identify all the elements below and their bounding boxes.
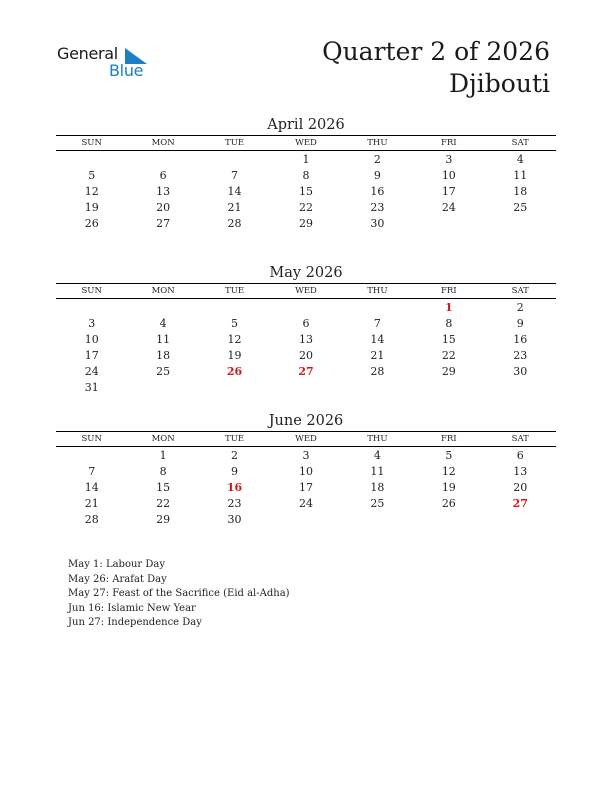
day-cell: 22 (156, 497, 171, 510)
weekday-header-wed: WED (295, 138, 317, 148)
day-cell: 13 (298, 333, 313, 346)
day-cell: 7 (231, 169, 239, 182)
empty-day-cell (270, 512, 341, 528)
holiday-item: May 26: Arafat Day (68, 573, 167, 585)
holiday-item: Jun 16: Islamic New Year (68, 602, 196, 614)
month-calendar-may (56, 263, 556, 396)
page-title (322, 36, 550, 100)
empty-day-cell (127, 152, 198, 168)
logo-blue-text: Blue (109, 61, 144, 80)
week-row (56, 496, 556, 512)
day-cell: 1 (159, 449, 167, 462)
day-cell: 21 (227, 201, 242, 214)
day-cell: 7 (88, 465, 96, 478)
weekday-header-sat: SAT (511, 138, 529, 148)
week-row (56, 152, 556, 168)
day-cell: 26 (84, 217, 99, 230)
day-cell: 25 (513, 201, 528, 214)
day-cell: 3 (88, 317, 96, 330)
day-cell: 2 (231, 449, 239, 462)
day-cell: 19 (227, 349, 242, 362)
weekday-header-tue: TUE (225, 138, 245, 148)
day-cell: 2 (373, 153, 381, 166)
weekday-header-sun: SUN (81, 434, 102, 444)
generalblue-logo (57, 44, 157, 84)
day-cell: 16 (513, 333, 528, 346)
day-cell: 11 (513, 169, 528, 182)
day-cell: 4 (159, 317, 167, 330)
empty-day-cell (413, 512, 484, 528)
day-cell: 29 (441, 365, 456, 378)
day-cell: 24 (84, 365, 99, 378)
day-cell: 3 (302, 449, 310, 462)
week-row (56, 300, 556, 316)
empty-day-cell (127, 300, 198, 316)
day-cell: 22 (298, 201, 313, 214)
day-cell: 25 (156, 365, 171, 378)
empty-day-cell (485, 512, 556, 528)
day-cell: 17 (441, 185, 456, 198)
day-cell: 22 (441, 349, 456, 362)
day-cell: 29 (298, 217, 313, 230)
day-cell: 12 (227, 333, 242, 346)
day-cell: 5 (231, 317, 239, 330)
empty-day-cell (199, 300, 270, 316)
holiday-day-cell: 26 (226, 365, 243, 378)
day-cell: 7 (373, 317, 381, 330)
holiday-item: May 27: Feast of the Sacrifice (Eid al-Adha) (68, 588, 290, 599)
empty-day-cell (342, 300, 413, 316)
day-cell: 14 (227, 185, 242, 198)
day-cell: 6 (516, 449, 524, 462)
weekday-header-row (56, 432, 556, 446)
day-cell: 9 (516, 317, 524, 330)
empty-day-cell (413, 216, 484, 232)
weekday-header-fri: FRI (440, 138, 457, 148)
week-row (56, 448, 556, 464)
day-cell: 11 (156, 333, 171, 346)
day-cell: 1 (302, 153, 310, 166)
week-row (56, 480, 556, 496)
day-cell: 18 (156, 349, 171, 362)
day-cell: 10 (441, 169, 456, 182)
day-cell: 8 (445, 317, 453, 330)
month-calendar-april (56, 115, 556, 232)
holiday-day-cell: 27 (512, 497, 528, 510)
day-cell: 27 (156, 217, 171, 230)
holiday-day-cell: 27 (298, 365, 314, 378)
day-cell: 9 (231, 465, 239, 478)
weekday-header-thu: THU (367, 138, 388, 148)
weekday-header-fri: FRI (440, 286, 457, 296)
logo-general-text: General (57, 44, 118, 63)
empty-day-cell (413, 380, 484, 396)
weekday-header-mon: MON (151, 434, 175, 444)
day-cell: 5 (88, 169, 96, 182)
day-cell: 17 (298, 481, 313, 494)
day-cell: 30 (227, 513, 242, 526)
day-cell: 31 (84, 381, 99, 394)
empty-day-cell (270, 300, 341, 316)
day-cell: 24 (441, 201, 456, 214)
empty-day-cell (485, 216, 556, 232)
weekday-header-thu: THU (367, 286, 388, 296)
day-cell: 3 (445, 153, 453, 166)
day-cell: 20 (513, 481, 528, 494)
day-cell: 21 (84, 497, 99, 510)
day-cell: 28 (227, 217, 242, 230)
day-cell: 23 (370, 201, 385, 214)
day-cell: 18 (513, 185, 528, 198)
weekday-header-thu: THU (367, 434, 388, 444)
day-cell: 5 (445, 449, 453, 462)
empty-day-cell (199, 380, 270, 396)
day-cell: 11 (370, 465, 385, 478)
holiday-day-cell: 16 (226, 481, 243, 494)
day-cell: 29 (156, 513, 171, 526)
empty-day-cell (127, 380, 198, 396)
day-cell: 2 (516, 301, 524, 314)
holiday-item: Jun 27: Independence Day (68, 617, 202, 628)
day-cell: 10 (298, 465, 313, 478)
holiday-day-cell: 1 (444, 301, 453, 314)
day-cell: 14 (84, 481, 99, 494)
week-row (56, 348, 556, 364)
day-cell: 8 (302, 169, 310, 182)
weekday-header-tue: TUE (225, 286, 245, 296)
day-cell: 8 (159, 465, 167, 478)
day-cell: 15 (156, 481, 171, 494)
day-cell: 14 (370, 333, 385, 346)
weekday-header-row (56, 284, 556, 298)
day-cell: 10 (84, 333, 99, 346)
empty-day-cell (56, 300, 127, 316)
week-row (56, 512, 556, 528)
day-cell: 23 (513, 349, 528, 362)
day-cell: 13 (156, 185, 171, 198)
week-row (56, 168, 556, 184)
day-cell: 28 (370, 365, 385, 378)
day-cell: 28 (84, 513, 99, 526)
day-cell: 25 (370, 497, 385, 510)
holiday-item: May 1: Labour Day (68, 559, 165, 570)
day-cell: 18 (370, 481, 385, 494)
week-row (56, 316, 556, 332)
day-cell: 17 (84, 349, 99, 362)
day-cell: 19 (441, 481, 456, 494)
week-row (56, 200, 556, 216)
day-cell: 19 (84, 201, 99, 214)
weekday-header-wed: WED (295, 286, 317, 296)
weekday-header-sun: SUN (81, 138, 102, 148)
week-row (56, 216, 556, 232)
week-row (56, 464, 556, 480)
empty-day-cell (342, 380, 413, 396)
day-cell: 6 (302, 317, 310, 330)
day-cell: 20 (298, 349, 313, 362)
week-row (56, 380, 556, 396)
empty-day-cell (485, 380, 556, 396)
weekday-header-fri: FRI (440, 434, 457, 444)
empty-day-cell (342, 512, 413, 528)
day-cell: 15 (441, 333, 456, 346)
weekday-header-row (56, 136, 556, 150)
day-cell: 16 (370, 185, 385, 198)
day-cell: 4 (516, 153, 524, 166)
day-cell: 24 (298, 497, 313, 510)
empty-day-cell (56, 448, 127, 464)
weekday-header-mon: MON (151, 286, 175, 296)
weekday-header-sun: SUN (81, 286, 102, 296)
day-cell: 21 (370, 349, 385, 362)
month-title: June 2026 (268, 413, 344, 429)
day-cell: 26 (441, 497, 456, 510)
weekday-header-sat: SAT (511, 434, 529, 444)
week-row (56, 364, 556, 380)
empty-day-cell (270, 380, 341, 396)
day-cell: 30 (370, 217, 385, 230)
weekday-header-wed: WED (295, 434, 317, 444)
day-cell: 13 (513, 465, 528, 478)
weekday-header-mon: MON (151, 138, 175, 148)
day-cell: 30 (513, 365, 528, 378)
day-cell: 6 (159, 169, 167, 182)
week-row (56, 332, 556, 348)
empty-day-cell (199, 152, 270, 168)
month-title: April 2026 (267, 117, 345, 133)
title-country: Djibouti (449, 69, 550, 98)
month-calendar-june (56, 411, 556, 528)
day-cell: 23 (227, 497, 242, 510)
week-row (56, 184, 556, 200)
holiday-list (68, 558, 290, 631)
day-cell: 9 (373, 169, 381, 182)
weekday-header-tue: TUE (225, 434, 245, 444)
title-quarter: Quarter 2 of 2026 (322, 37, 550, 66)
month-title: May 2026 (269, 265, 343, 281)
empty-day-cell (56, 152, 127, 168)
day-cell: 15 (298, 185, 313, 198)
day-cell: 20 (156, 201, 171, 214)
weekday-header-sat: SAT (511, 286, 529, 296)
day-cell: 12 (441, 465, 456, 478)
day-cell: 4 (373, 449, 381, 462)
day-cell: 12 (84, 185, 99, 198)
